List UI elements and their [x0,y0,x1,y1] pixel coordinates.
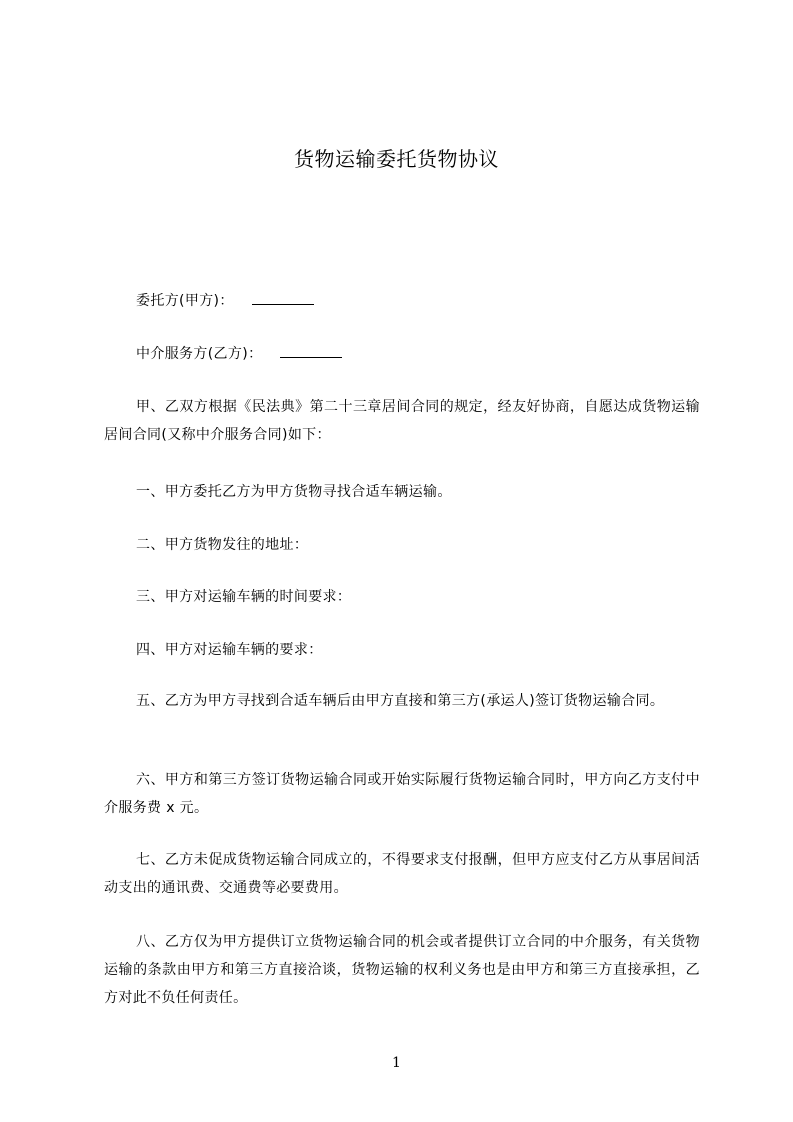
paragraph-clause-2: 二、甲方货物发往的地址： [136,537,309,553]
paragraph-clause-8: 八、乙方仅为甲方提供订立货物运输合同的机会或者提供订立合同的中介服务，有关货物运输的条款由甲方和第三方直接洽谈，货物运输的权利义务也是由甲方和第三方直接承担，乙方对此不负任何责任。 [104,934,700,1006]
party-b-field [104,340,700,368]
party-a-label: 委托方(甲方)： [136,293,234,309]
paragraph-clause-3: 三、甲方对运输车辆的时间要求： [136,589,352,605]
paragraph-clause-5: 五、乙方为甲方寻找到合适车辆后由甲方直接和第三方(承运人)签订货物运输合同。 [136,693,665,709]
party-a-blank[interactable] [252,290,314,305]
paragraph-clause-6: 六、甲方和第三方签订货物运输合同或开始实际履行货物运输合同时，甲方向乙方支付中介服务费 x 元。 [104,772,700,816]
document-title: 货物运输委托货物协议 [294,147,499,171]
party-b-label: 中介服务方(乙方)： [136,346,263,362]
paragraph-clause-4: 四、甲方对运输车辆的要求： [136,642,323,658]
page-number: 1 [392,1055,401,1071]
paragraph-clause-7: 七、乙方未促成货物运输合同成立的，不得要求支付报酬，但甲方应支付乙方从事居间活动支出的通讯费、交通费等必要费用。 [104,852,700,896]
paragraph-intro: 甲、乙双方根据《民法典》第二十三章居间合同的规定，经友好协商，自愿达成货物运输居间合同(又称中介服务合同)如下： [104,399,700,443]
party-b-blank[interactable] [280,343,342,358]
paragraph-clause-1: 一、甲方委托乙方为甲方货物寻找合适车辆运输。 [136,484,452,500]
party-a-field [104,287,700,315]
